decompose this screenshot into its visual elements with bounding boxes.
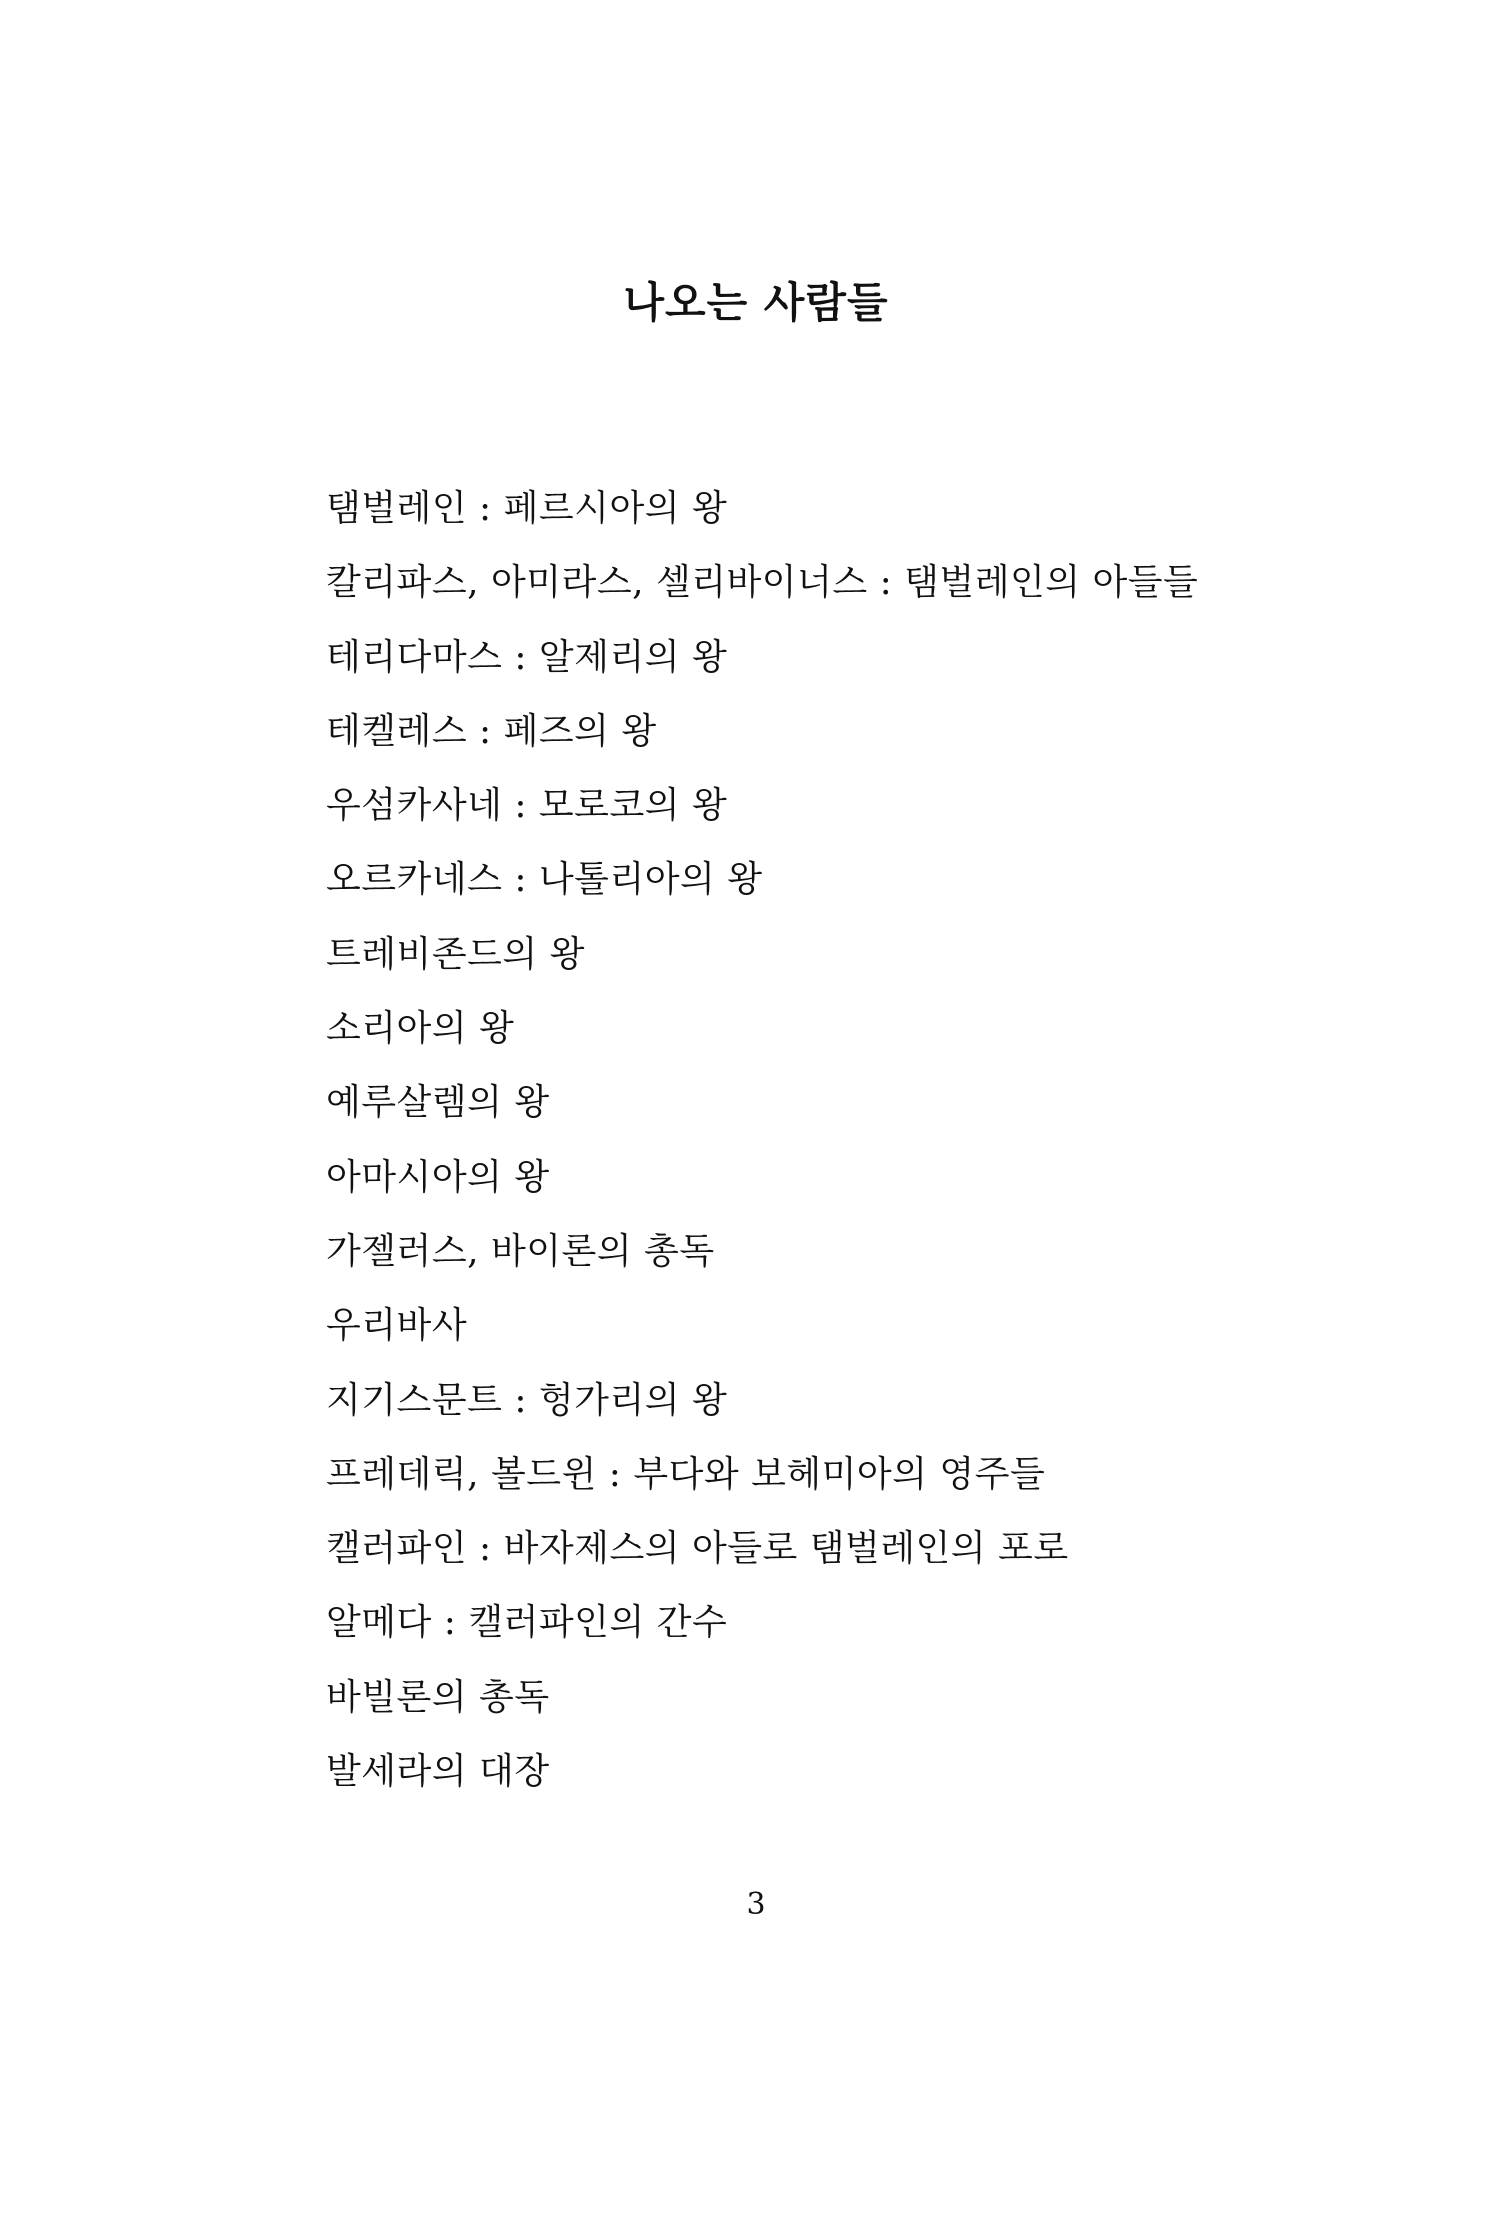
cast-entry: 발세라의 대장 (326, 1751, 550, 1793)
cast-entry: 캘러파인 : 바자제스의 아들로 탬벌레인의 포로 (326, 1528, 1069, 1570)
cast-entry: 가젤러스, 바이론의 총독 (326, 1230, 715, 1272)
cast-list (326, 472, 1198, 1809)
cast-entry: 테켈레스 : 페즈의 왕 (326, 710, 657, 752)
cast-entry: 탬벌레인 : 페르시아의 왕 (326, 488, 728, 529)
cast-entry: 프레데릭, 볼드윈 : 부다와 보헤미아의 영주들 (326, 1453, 1046, 1495)
cast-entry: 아마시아의 왕 (326, 1156, 550, 1198)
cast-entry: 지기스문트 : 헝가리의 왕 (326, 1379, 728, 1421)
cast-entry: 우섬카사네 : 모로코의 왕 (326, 785, 728, 827)
cast-entry: 테리다마스 : 알제리의 왕 (326, 636, 728, 678)
cast-entry: 알메다 : 캘러파인의 간수 (326, 1602, 728, 1644)
cast-entry: 칼리파스, 아미라스, 셀리바이너스 : 탬벌레인의 아들들 (326, 562, 1199, 604)
cast-entry: 트레비존드의 왕 (326, 933, 585, 975)
cast-entry: 예루살렘의 왕 (326, 1082, 550, 1124)
cast-entry: 오르카네스 : 나톨리아의 왕 (326, 859, 763, 901)
page-title: 나오는 사람들 (623, 278, 889, 328)
cast-entry: 우리바사 (326, 1305, 468, 1347)
page-number: 3 (746, 1887, 766, 1922)
cast-entry: 바빌론의 총독 (326, 1676, 550, 1718)
cast-entry: 소리아의 왕 (326, 1008, 515, 1050)
